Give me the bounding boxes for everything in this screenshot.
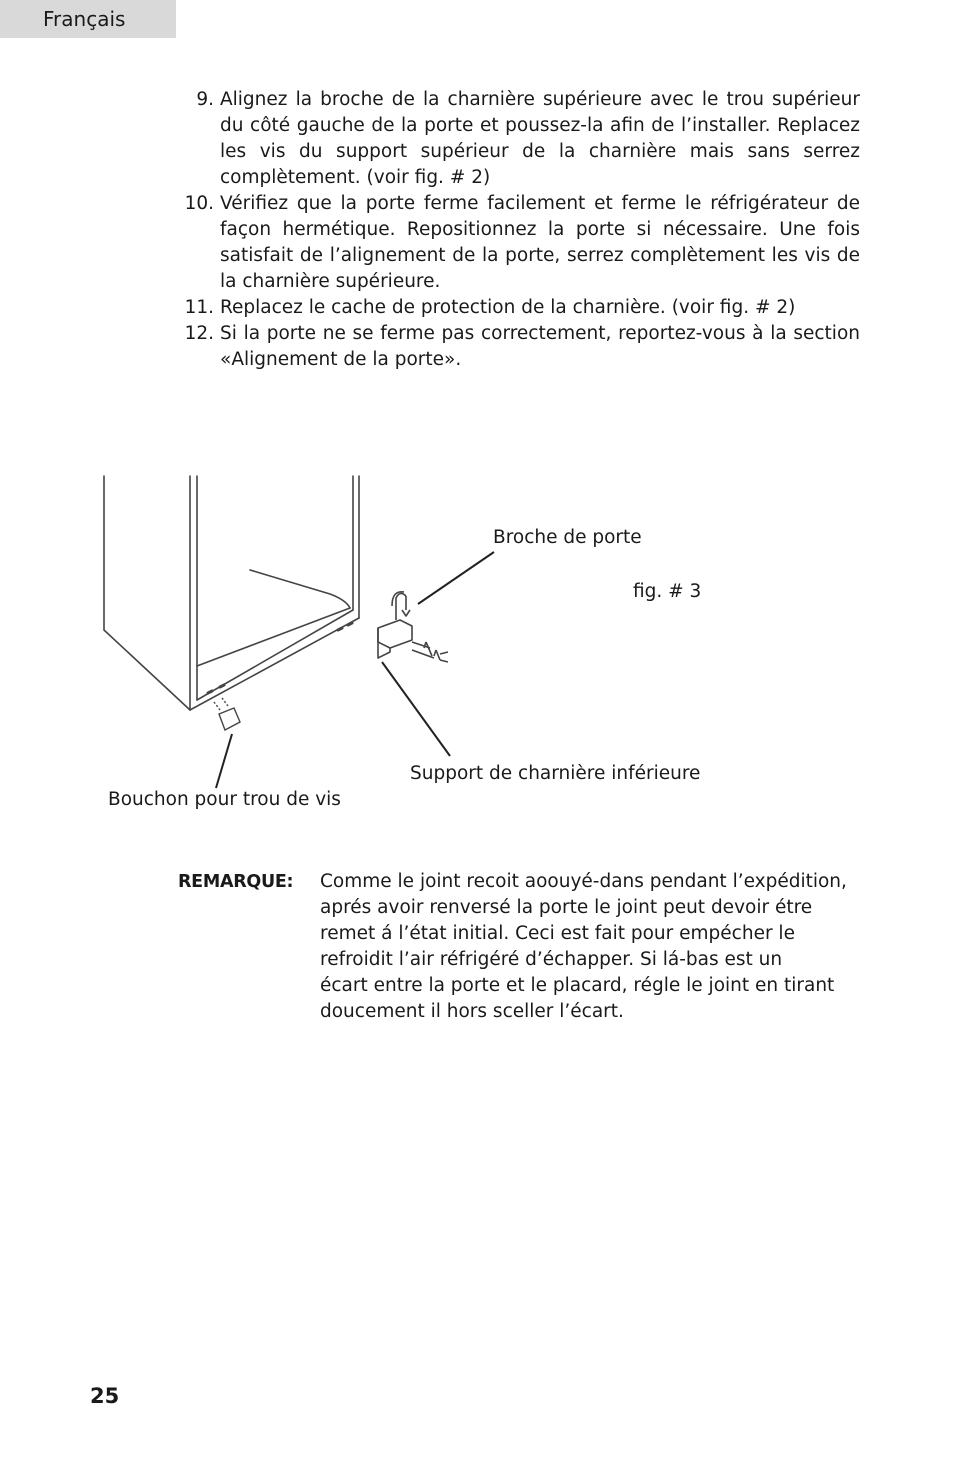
- note-label: REMARQUE:: [178, 872, 294, 892]
- screw-plug-icon: [214, 698, 240, 730]
- step-text: Si la porte ne se ferme pas correctement, reportez-vous à la section «Alignement de la porte».: [220, 323, 860, 370]
- cabinet-side: [104, 476, 190, 710]
- bracket-label: Support de charnière inférieure: [410, 763, 701, 784]
- step-number: 10.: [184, 193, 214, 214]
- step-item: [176, 295, 860, 321]
- step-text: Vérifiez que la porte ferme facilement et ferme le réfrigérateur de façon hermétique. Repositionnez la porte si nécessaire. Une fois satisfait de l’alignement de la porte, serrez complètement les vis de la charnière supérieure.: [220, 193, 860, 292]
- language-tab: [0, 0, 176, 38]
- leader-bracket: [382, 662, 450, 756]
- note-block: [178, 869, 862, 1025]
- figure-number-label: fig. # 3: [633, 581, 702, 602]
- step-item: [176, 191, 860, 295]
- step-text: Alignez la broche de la charnière supérieure avec le trou supérieur du côté gauche de la porte et poussez-la afin de l’installer. Replacez les vis du support supérieur de la charnière mais sans serrez complètement. (voir fig. # 2): [220, 89, 860, 188]
- step-text: Replacez le cache de protection de la charnière. (voir fig. # 2): [220, 297, 796, 318]
- leader-door-pin: [418, 552, 494, 604]
- step-number: 9.: [196, 89, 214, 110]
- step-item: [176, 87, 860, 191]
- language-tab-label: Français: [43, 7, 126, 31]
- step-item: [176, 321, 860, 373]
- step-number: 12.: [184, 323, 214, 344]
- instruction-steps: [176, 87, 860, 373]
- note-text: Comme le joint recoit aoouyé-dans pendant l’expédition, aprés avoir renversé la porte le joint peut devoir étre remet á l’état initial. Ceci est fait pour empécher le refroidit l’air réfrigéré d’échapper. Si lá-bas est un écart entre la porte et le placard, régle le joint en tirant doucement il hors sceller l’écart.: [320, 871, 847, 1022]
- hinge-bracket-icon: [378, 592, 448, 662]
- page-number: 25: [90, 1384, 120, 1408]
- door-pin-label: Broche de porte: [493, 527, 642, 548]
- screw-plug-label: Bouchon pour trou de vis: [108, 789, 341, 810]
- leader-plug: [216, 734, 232, 788]
- step-number: 11.: [184, 297, 214, 318]
- hinge-figure: [100, 470, 860, 820]
